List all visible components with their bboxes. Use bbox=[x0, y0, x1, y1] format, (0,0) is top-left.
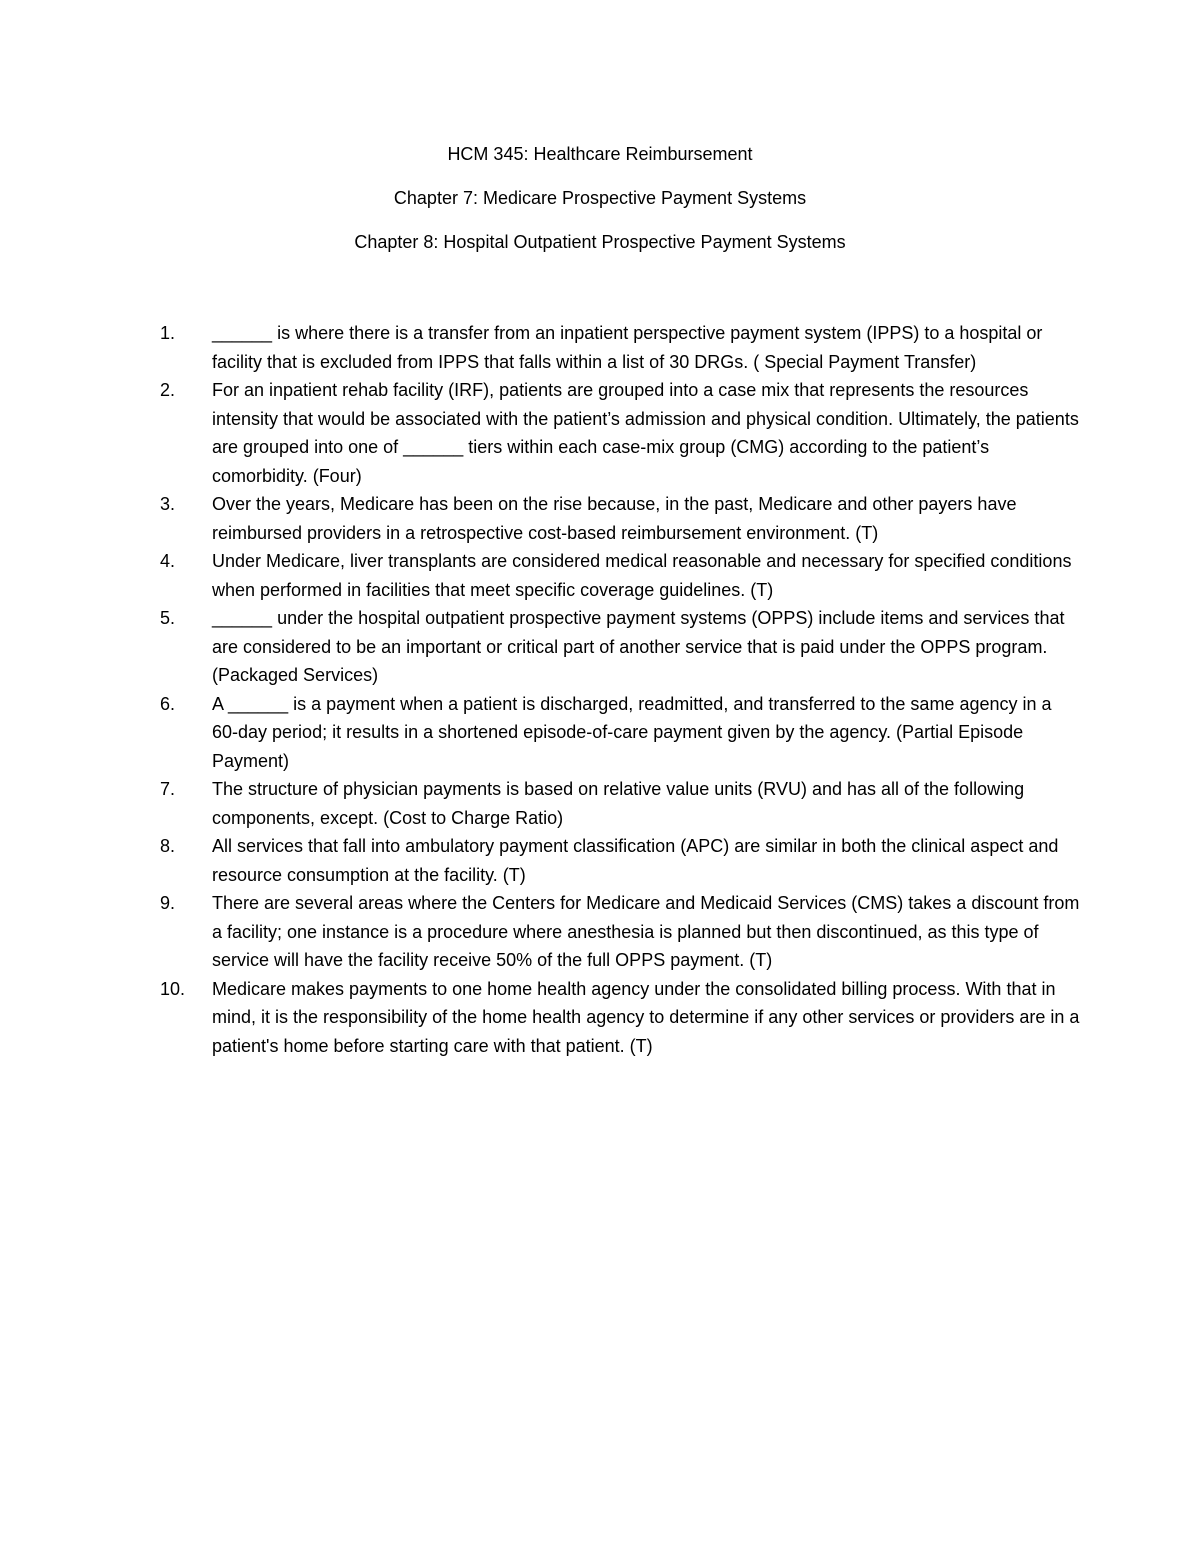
question-text: Under Medicare, liver transplants are considered medical reasonable and necessary for specified conditions when performed in facilities that meet specific coverage guidelines. (T) bbox=[212, 551, 1072, 600]
question-number: 2. bbox=[160, 380, 176, 400]
question-item bbox=[160, 490, 1080, 547]
course-title: HCM 345: Healthcare Reimbursement bbox=[447, 144, 753, 164]
question-item bbox=[160, 547, 1080, 604]
question-text: The structure of physician payments is based on relative value units (RVU) and has all of the following components, except. (Cost to Charge Ratio) bbox=[212, 779, 1025, 828]
question-text: Medicare makes payments to one home health agency under the consolidated billing process. With that in mind, it is the responsibility of the home health agency to determine if any other services or providers are in a patient's home before starting care with that patient. (T) bbox=[212, 978, 1080, 1056]
question-text: ______ under the hospital outpatient prospective payment systems (OPPS) include items and services that are considered to be an important or critical part of another service that is paid under the OPPS program. (Packaged Services) bbox=[212, 608, 1065, 685]
question-text: ______ is where there is a transfer from an inpatient perspective payment system (IPPS) to a hospital or facility that is excluded from IPPS that falls within a list of 30 DRGs. ( Special Payment Transfer) bbox=[212, 323, 1043, 372]
question-item bbox=[160, 832, 1080, 889]
question-number: 8. bbox=[160, 836, 176, 856]
question-text: A ______ is a payment when a patient is discharged, readmitted, and transferred to the same agency in a 60-day period; it results in a shortened episode-of-care payment given by the agency. (Partial Episode Payment) bbox=[212, 693, 1052, 771]
question-number: 6. bbox=[160, 693, 176, 714]
question-number: 7. bbox=[160, 779, 176, 799]
question-number: 5. bbox=[160, 608, 176, 628]
question-number: 4. bbox=[160, 551, 176, 571]
question-text: For an inpatient rehab facility (IRF), patients are grouped into a case mix that represents the resources intensity that would be associated with the patient’s admission and physical condition. Ultimately, the patients are grouped into one of ______ tiers within each case-mix group (CMG) according to the patient’s comorbidity. (Four) bbox=[212, 380, 1079, 486]
document-header bbox=[0, 142, 1200, 274]
question-item bbox=[160, 604, 1080, 690]
question-number: 10. bbox=[160, 978, 186, 999]
question-item bbox=[160, 690, 1080, 776]
question-number: 1. bbox=[160, 323, 176, 343]
question-number: 3. bbox=[160, 494, 176, 514]
question-item bbox=[160, 975, 1080, 1061]
chapter-8-title: Chapter 8: Hospital Outpatient Prospective Payment Systems bbox=[354, 232, 846, 252]
question-item bbox=[160, 376, 1080, 490]
chapter-7-title: Chapter 7: Medicare Prospective Payment Systems bbox=[393, 188, 807, 208]
question-text: Over the years, Medicare has been on the rise because, in the past, Medicare and other payers have reimbursed providers in a retrospective cost-based reimbursement environment. (T) bbox=[212, 494, 1017, 543]
question-text: There are several areas where the Centers for Medicare and Medicaid Services (CMS) takes a discount from a facility; one instance is a procedure where anesthesia is planned but then discontinued, as this type of service will have the facility receive 50% of the full OPPS payment. (T) bbox=[212, 893, 1080, 970]
question-number: 9. bbox=[160, 893, 176, 913]
question-item bbox=[160, 775, 1080, 832]
question-item bbox=[160, 319, 1080, 376]
question-item bbox=[160, 889, 1080, 975]
question-list bbox=[160, 319, 1080, 1060]
question-text: All services that fall into ambulatory payment classification (APC) are similar in both the clinical aspect and resource consumption at the facility. (T) bbox=[212, 836, 1059, 885]
